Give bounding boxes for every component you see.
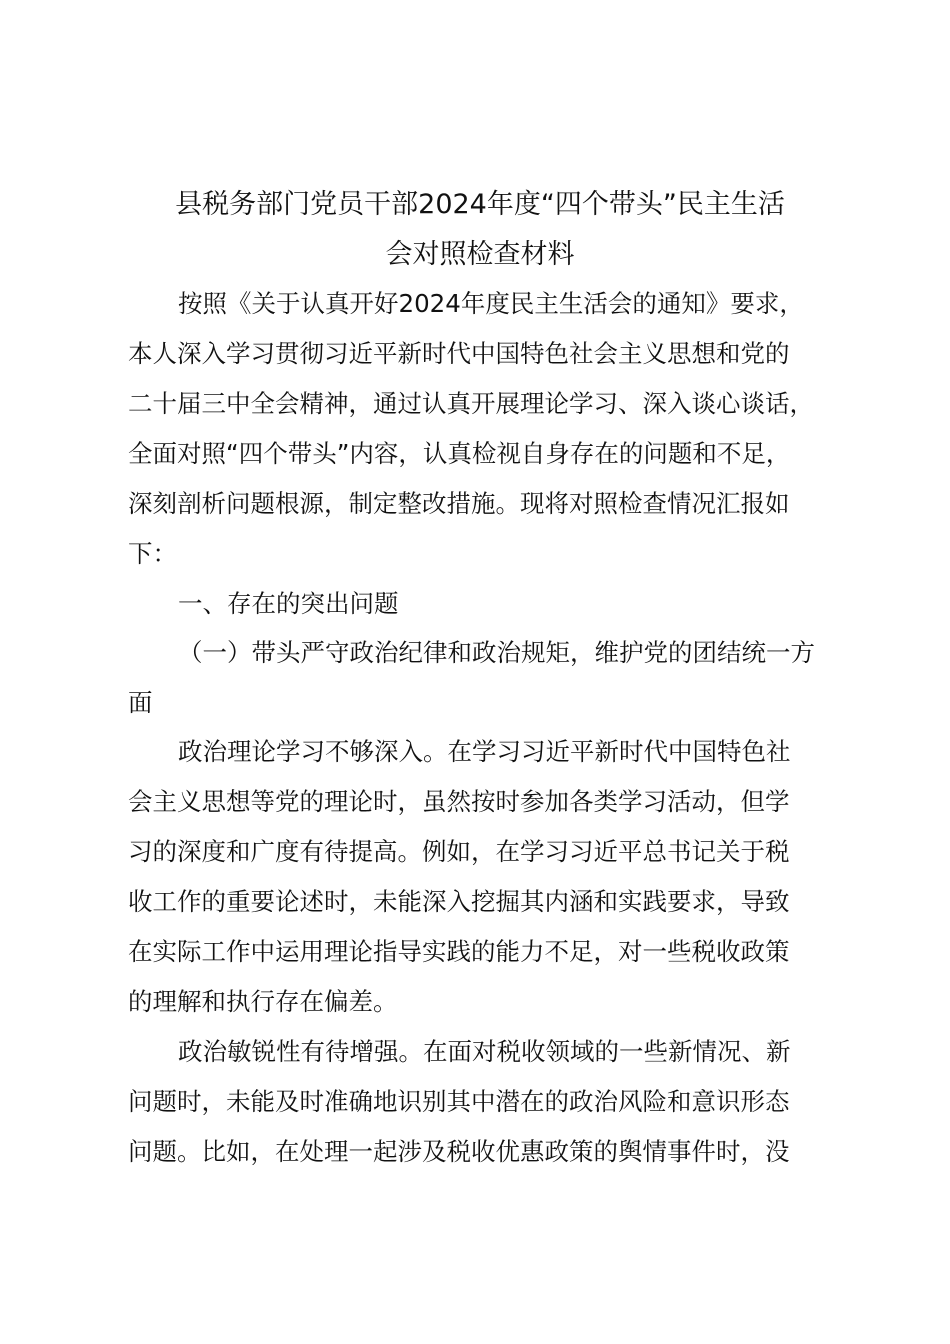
- paragraph-line: 收工作的重要论述时，未能深入挖掘其内涵和实践要求，导致: [128, 887, 790, 916]
- paragraph-line: 下：: [128, 539, 177, 568]
- paragraph-line: 习的深度和广度有待提高。例如，在学习习近平总书记关于税: [128, 837, 790, 866]
- paragraph-line: 深刻剖析问题根源，制定整改措施。现将对照检查情况汇报如: [128, 489, 790, 518]
- paragraph-line: 政治理论学习不够深入。在学习习近平新时代中国特色社: [178, 737, 791, 766]
- paragraph-line: 二十届三中全会精神，通过认真开展理论学习、深入谈心谈话，: [128, 389, 814, 418]
- paragraph-line: 在实际工作中运用理论指导实践的能力不足，对一些税收政策: [128, 937, 790, 966]
- subsection-heading-line: （一）带头严守政治纪律和政治规矩，维护党的团结统一方: [178, 638, 815, 667]
- paragraph-line: 按照《关于认真开好2024年度民主生活会的通知》要求，: [178, 289, 804, 318]
- subsection-heading-line: 面: [128, 688, 153, 717]
- paragraph-line: 本人深入学习贯彻习近平新时代中国特色社会主义思想和党的: [128, 339, 790, 368]
- section-heading: 一、存在的突出问题: [178, 589, 399, 618]
- paragraph-line: 问题时，未能及时准确地识别其中潜在的政治风险和意识形态: [128, 1087, 790, 1116]
- paragraph-line: 的理解和执行存在偏差。: [128, 987, 398, 1016]
- document-title-line-1: 县税务部门党员干部2024年度“四个带头”民主生活: [175, 189, 785, 220]
- paragraph-line: 会主义思想等党的理论时，虽然按时参加各类学习活动，但学: [128, 787, 790, 816]
- paragraph-line: 全面对照“四个带头”内容，认真检视自身存在的问题和不足，: [128, 439, 791, 468]
- paragraph-line: 政治敏锐性有待增强。在面对税收领域的一些新情况、新: [178, 1037, 791, 1066]
- document-title-line-2: 会对照检查材料: [385, 239, 575, 270]
- paragraph-line: 问题。比如，在处理一起涉及税收优惠政策的舆情事件时，没: [128, 1137, 790, 1166]
